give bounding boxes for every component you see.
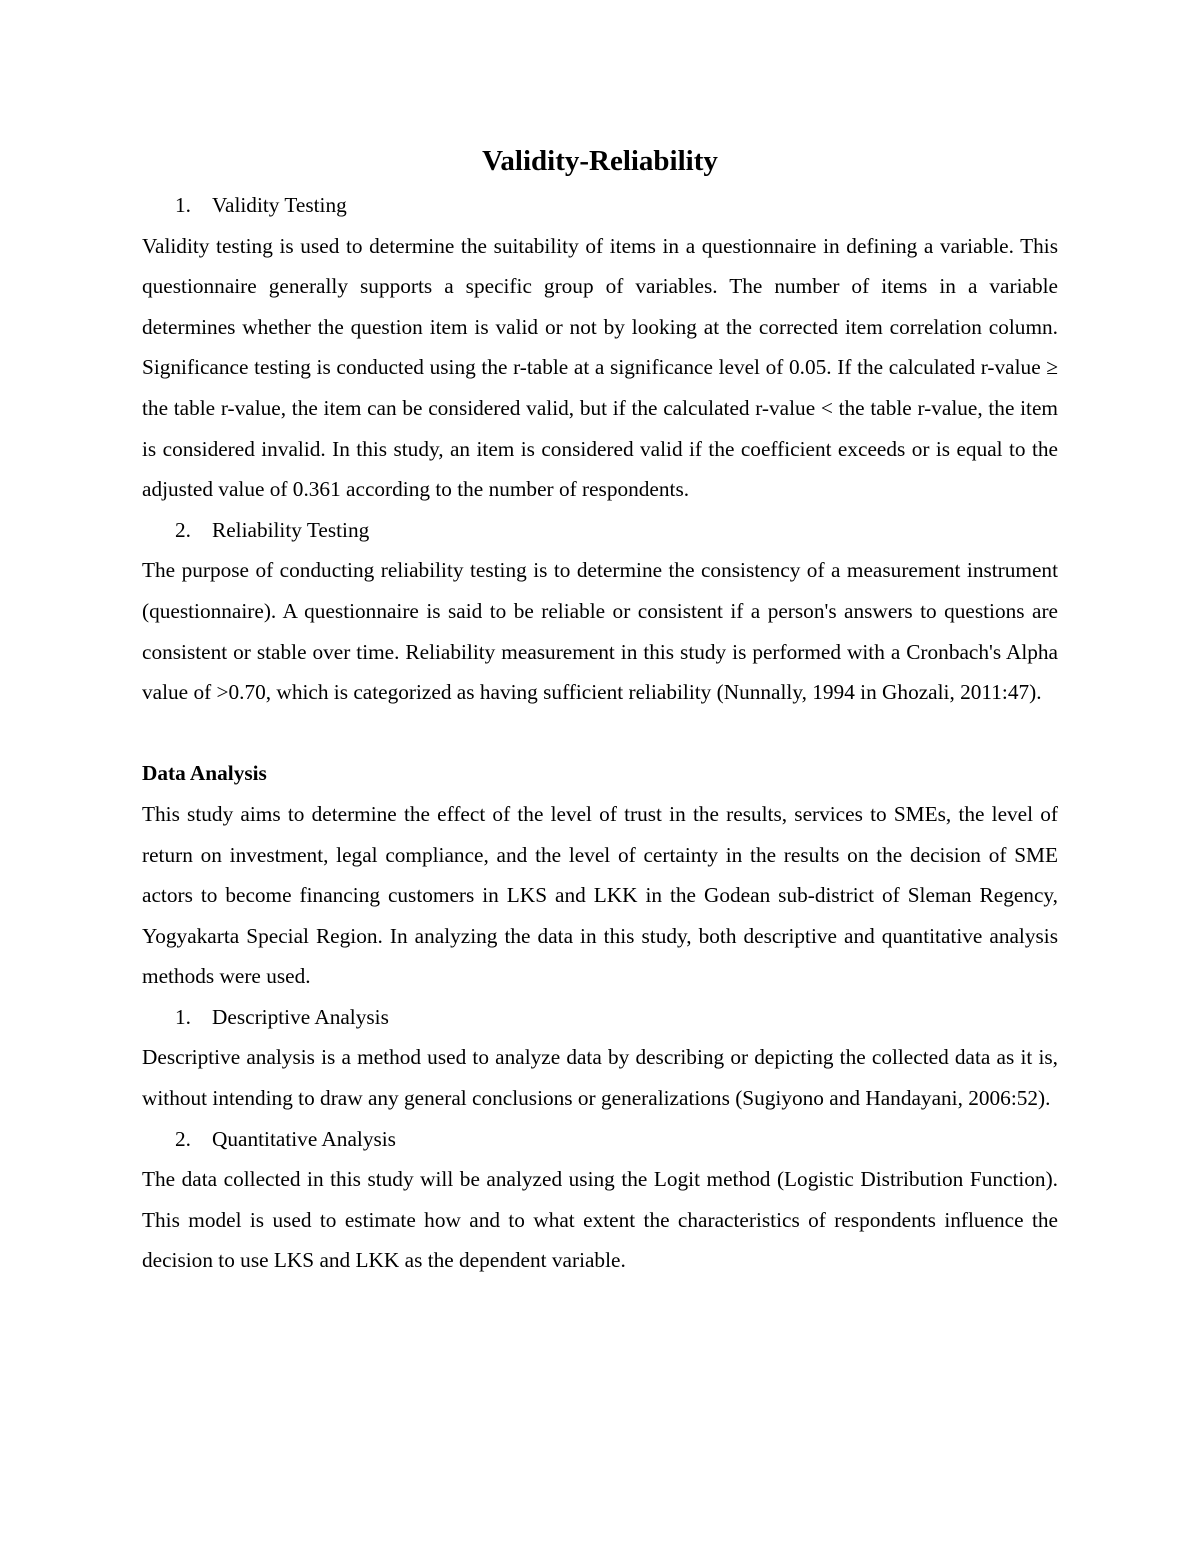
document-page [142,139,1058,1281]
list-label: Reliability Testing [212,517,370,542]
document-title: Validity-Reliability [482,145,718,177]
data-analysis-heading: Data Analysis [142,761,267,786]
list-item-descriptive-analysis [142,997,1058,1038]
reliability-paragraph: The purpose of conducting reliability testing is to determine the consistency of a measurement instrument (questionnaire). A questionnaire is said to be reliable or consistent if a person's answers to questions are consistent or stable over time. Reliability measurement in this study is performed with a Cronbach's Alpha value of >0.70, which is categorized as having sufficient reliability (Nunnally, 1994 in Ghozali, 2011:47). [142,558,1058,705]
list-number: 1. [175,1004,191,1029]
list-number: 2. [175,1126,191,1151]
list-number: 1. [175,193,191,217]
list-label: Descriptive Analysis [212,1004,389,1029]
list-label: Quantitative Analysis [212,1126,396,1151]
list-item-reliability-testing [142,510,1058,551]
quantitative-paragraph: The data collected in this study will be analyzed using the Logit method (Logistic Distribution Function). This model is used to estimate how and to what extent the characteristics of respondents influence the decision to use LKS and LKK as the dependent variable. [142,1167,1058,1273]
validity-paragraph: Validity testing is used to determine the suitability of items in a questionnaire in defining a variable. This questionnaire generally supports a specific group of variables. The number of items in a variable determines whether the question item is valid or not by looking at the corrected item correlation column. Significance testing is conducted using the r-table at a significance level of 0.05. If the calculated r-value ≥ the table r-value, the item can be considered valid, but if the calculated r-value < the table r-value, the item is considered invalid. In this study, an item is considered valid if the coefficient exceeds or is equal to the adjusted value of 0.361 according to the number of respondents. [142,233,1058,502]
list-item-validity-testing [142,185,1058,226]
list-label: Validity Testing [212,193,347,217]
descriptive-paragraph: Descriptive analysis is a method used to analyze data by describing or depicting the collected data as it is, without intending to draw any general conclusions or generalizations (Sugiyono and Handayani, 2006:52). [142,1045,1058,1111]
list-number: 2. [175,517,191,542]
data-analysis-intro: This study aims to determine the effect of the level of trust in the results, services to SMEs, the level of return on investment, legal compliance, and the level of certainty in the results on the decision of SME actors to become financing customers in LKS and LKK in the Godean sub-district of Sleman Regency, Yogyakarta Special Region. In analyzing the data in this study, both descriptive and quantitative analysis methods were used. [142,801,1058,989]
list-item-quantitative-analysis [142,1119,1058,1160]
